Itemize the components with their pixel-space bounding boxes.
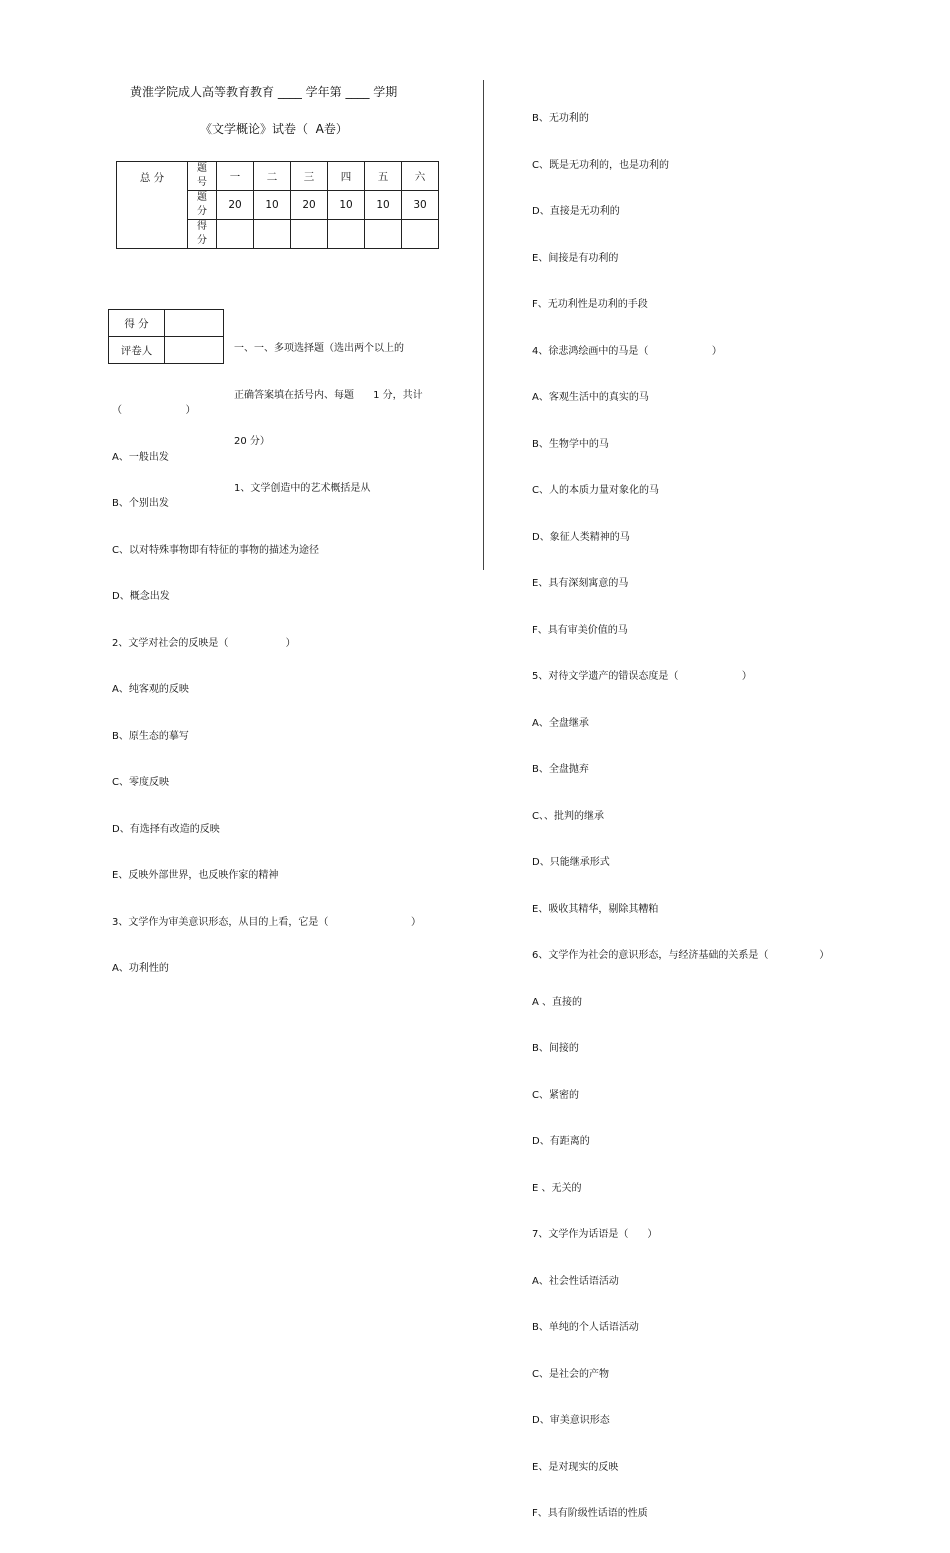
section-instruction: 20 分）: [234, 436, 270, 447]
total-score-label: 总 分: [117, 162, 188, 249]
grader-label: 评卷人: [109, 337, 165, 364]
row-label-question-number: 题 号: [188, 162, 217, 191]
text-line: F、具有阶级性话语的性质: [532, 1508, 648, 1519]
column-divider: [483, 80, 484, 570]
grader-table: [108, 309, 224, 364]
col-header: 二: [254, 162, 291, 191]
text-line: A、功利性的: [112, 963, 169, 974]
text-line: D、直接是无功利的: [532, 206, 620, 217]
score-blank: [165, 310, 224, 337]
text-line: B、间接的: [532, 1043, 579, 1054]
score-table: [116, 161, 439, 249]
text-line: B、单纯的个人话语活动: [532, 1322, 639, 1333]
text-line: C、既是无功利的，也是功利的: [532, 159, 669, 171]
text-line: A 、直接的: [532, 996, 583, 1008]
text-line: 2、文学对社会的反映是（ ）: [112, 637, 296, 649]
earned-cell: [217, 220, 254, 249]
text-line: A、社会性话语活动: [532, 1275, 619, 1287]
text-line: E、吸收其精华，剔除其糟粕: [532, 903, 659, 915]
text-line: C、紧密的: [532, 1089, 579, 1101]
section-instruction: 正确答案填在括号内、每题 1 分，共计: [234, 389, 423, 401]
text-line: （ ）: [112, 405, 196, 416]
text-line: D、只能继承形式: [532, 857, 610, 868]
col-header: 四: [328, 162, 365, 191]
earned-cell: [328, 220, 365, 249]
text-line: F、具有审美价值的马: [532, 624, 628, 636]
text-line: E 、无关的: [532, 1182, 582, 1194]
text-line: C、零度反映: [112, 777, 169, 788]
text-line: E、具有深刻寓意的马: [532, 578, 629, 589]
text-line: 6、文学作为社会的意识形态，与经济基础的关系是（ ）: [532, 950, 830, 961]
points-cell: 10: [365, 191, 402, 220]
text-line: C、以对特殊事物即有特征的事物的描述为途径: [112, 544, 319, 556]
text-line: E、反映外部世界，也反映作家的精神: [112, 870, 279, 881]
text-line: D、有选择有改造的反映: [112, 823, 220, 835]
earned-cell: [365, 220, 402, 249]
earned-cell: [254, 220, 291, 249]
earned-cell: [402, 220, 439, 249]
text-line: A、客观生活中的真实的马: [532, 392, 649, 403]
points-cell: 10: [254, 191, 291, 220]
text-line: D、概念出发: [112, 591, 170, 602]
text-line: C、、批判的继承: [532, 810, 604, 822]
col-header: 三: [291, 162, 328, 191]
grader-blank: [165, 337, 224, 364]
text-line: 4、徐悲鸿绘画中的马是（ ）: [532, 345, 722, 357]
text-line: E、间接是有功利的: [532, 252, 619, 264]
text-line: B、生物学中的马: [532, 438, 609, 450]
text-line: B、全盘抛弃: [532, 764, 589, 775]
exam-header-school: 黄淮学院成人高等教育教育 ____ 学年第 ____ 学期: [130, 85, 398, 99]
text-line: B、个别出发: [112, 498, 169, 509]
question-1: 1、文学创造中的艺术概括是从: [234, 482, 371, 494]
col-header: 五: [365, 162, 402, 191]
text-line: F、无功利性是功利的手段: [532, 299, 648, 310]
text-line: A、一般出发: [112, 451, 169, 463]
score-label: 得 分: [109, 310, 165, 337]
text-line: D、象征人类精神的马: [532, 531, 630, 543]
points-cell: 20: [291, 191, 328, 220]
right-column-questions: [532, 80, 829, 1553]
text-line: 3、文学作为审美意识形态，从目的上看，它是（ ）: [112, 916, 422, 928]
left-column-questions: [112, 372, 421, 1008]
points-cell: 10: [328, 191, 365, 220]
col-header: 一: [217, 162, 254, 191]
text-line: D、审美意识形态: [532, 1415, 610, 1426]
text-line: A、全盘继承: [532, 717, 589, 729]
exam-header-title: 《文学概论》试卷（ A卷）: [200, 122, 348, 136]
text-line: 5、对待文学遗产的错误态度是（ ）: [532, 671, 752, 682]
text-line: C、人的本质力量对象化的马: [532, 485, 659, 496]
text-line: E、是对现实的反映: [532, 1461, 619, 1473]
row-label-earned: 得 分: [188, 220, 217, 249]
row-label-question-points: 题 分: [188, 191, 217, 220]
text-line: B、原生态的摹写: [112, 730, 189, 742]
text-line: A、纯客观的反映: [112, 684, 189, 695]
text-line: C、是社会的产物: [532, 1368, 609, 1380]
points-cell: 20: [217, 191, 254, 220]
col-header: 六: [402, 162, 439, 191]
text-line: 7、文学作为话语是（ ）: [532, 1229, 658, 1240]
earned-cell: [291, 220, 328, 249]
points-cell: 30: [402, 191, 439, 220]
section-title: 一、一、多项选择题（选出两个以上的: [234, 343, 404, 354]
text-line: B、无功利的: [532, 113, 589, 124]
text-line: D、有距离的: [532, 1136, 590, 1147]
